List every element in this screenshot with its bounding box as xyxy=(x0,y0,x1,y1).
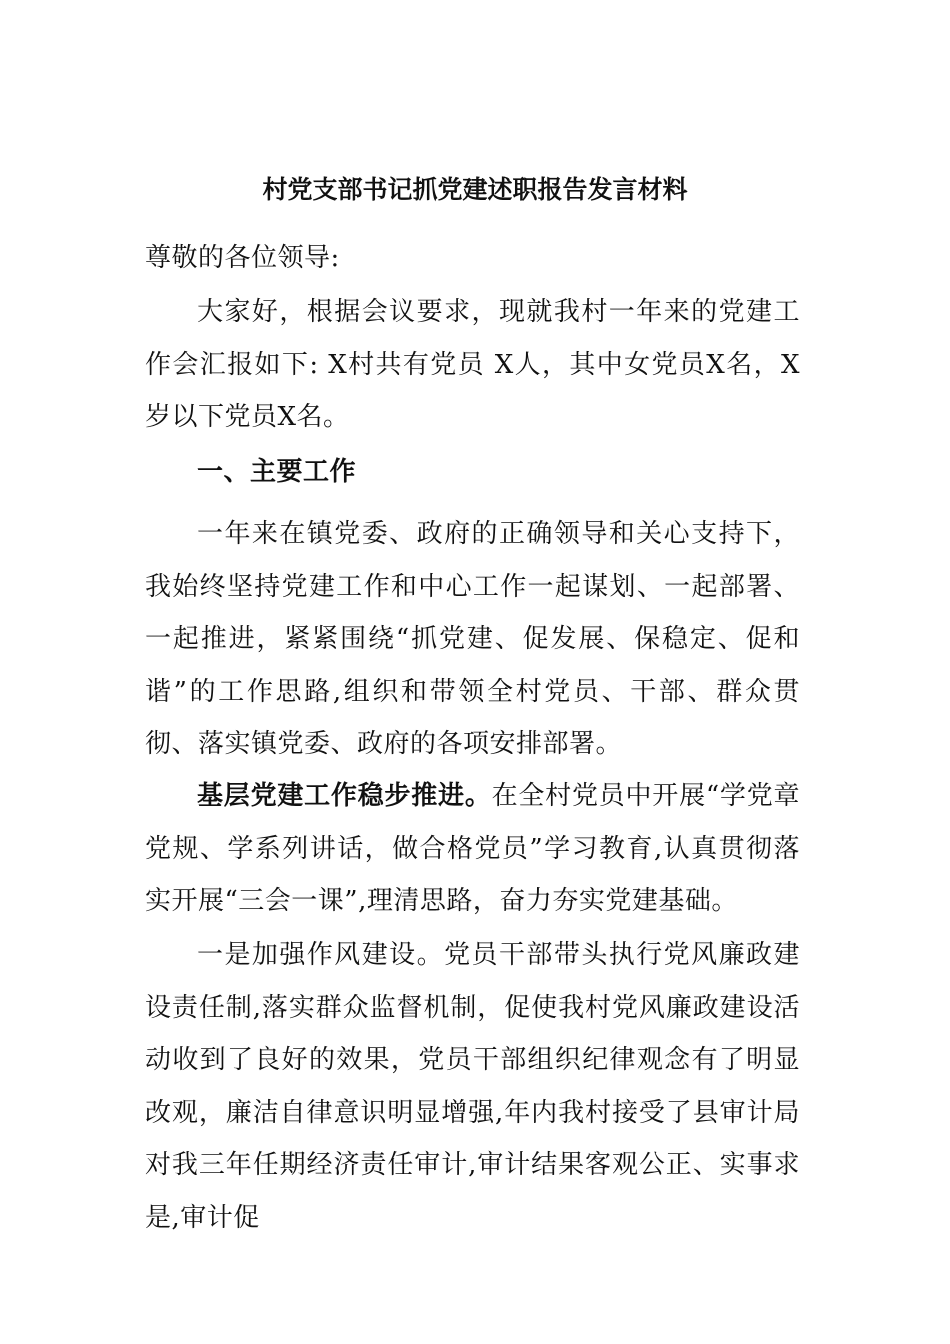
salutation: 尊敬的各位领导: xyxy=(145,243,340,273)
section-heading-main-work: 一、主要工作 xyxy=(197,457,357,487)
intro-paragraph: 大家好，根据会议要求，现就我村一年来的党建工作会汇报如下: X村共有党员 X人，其中女党员X名，X岁以下党员X名。 xyxy=(145,297,800,432)
document-title: 村党支部书记抓党建述职报告发言材料 xyxy=(262,175,688,204)
party-building-subheading: 基层党建工作稳步推进。 xyxy=(197,781,492,811)
style-building-paragraph: 一是加强作风建设。党员干部带头执行党风廉政建设责任制,落实群众监督机制，促使我村党风廉政建设活动收到了良好的效果，党员干部组织纪律观念有了明显改观，廉洁自律意识明显增强,年内我村接受了县审计局对我三年任期经济责任审计,审计结果客观公正、实事求是,审计促 xyxy=(145,940,800,1233)
party-building-paragraph xyxy=(145,770,800,928)
main-work-paragraph: 一年来在镇党委、政府的正确领导和关心支持下，我始终坚持党建工作和中心工作一起谋划、一起部署、一起推进，紧紧围绕“抓党建、促发展、保稳定、促和谐”的工作思路,组织和带领全村党员、干部、群众贯彻、落实镇党委、政府的各项安排部署。 xyxy=(145,519,800,759)
party-building-text: 在全村党员中开展“学党章党规、学系列讲话，做合格党员”学习教育,认真贯彻落实开展“三会一课”,理清思路，奋力夯实党建基础。 xyxy=(145,781,800,916)
